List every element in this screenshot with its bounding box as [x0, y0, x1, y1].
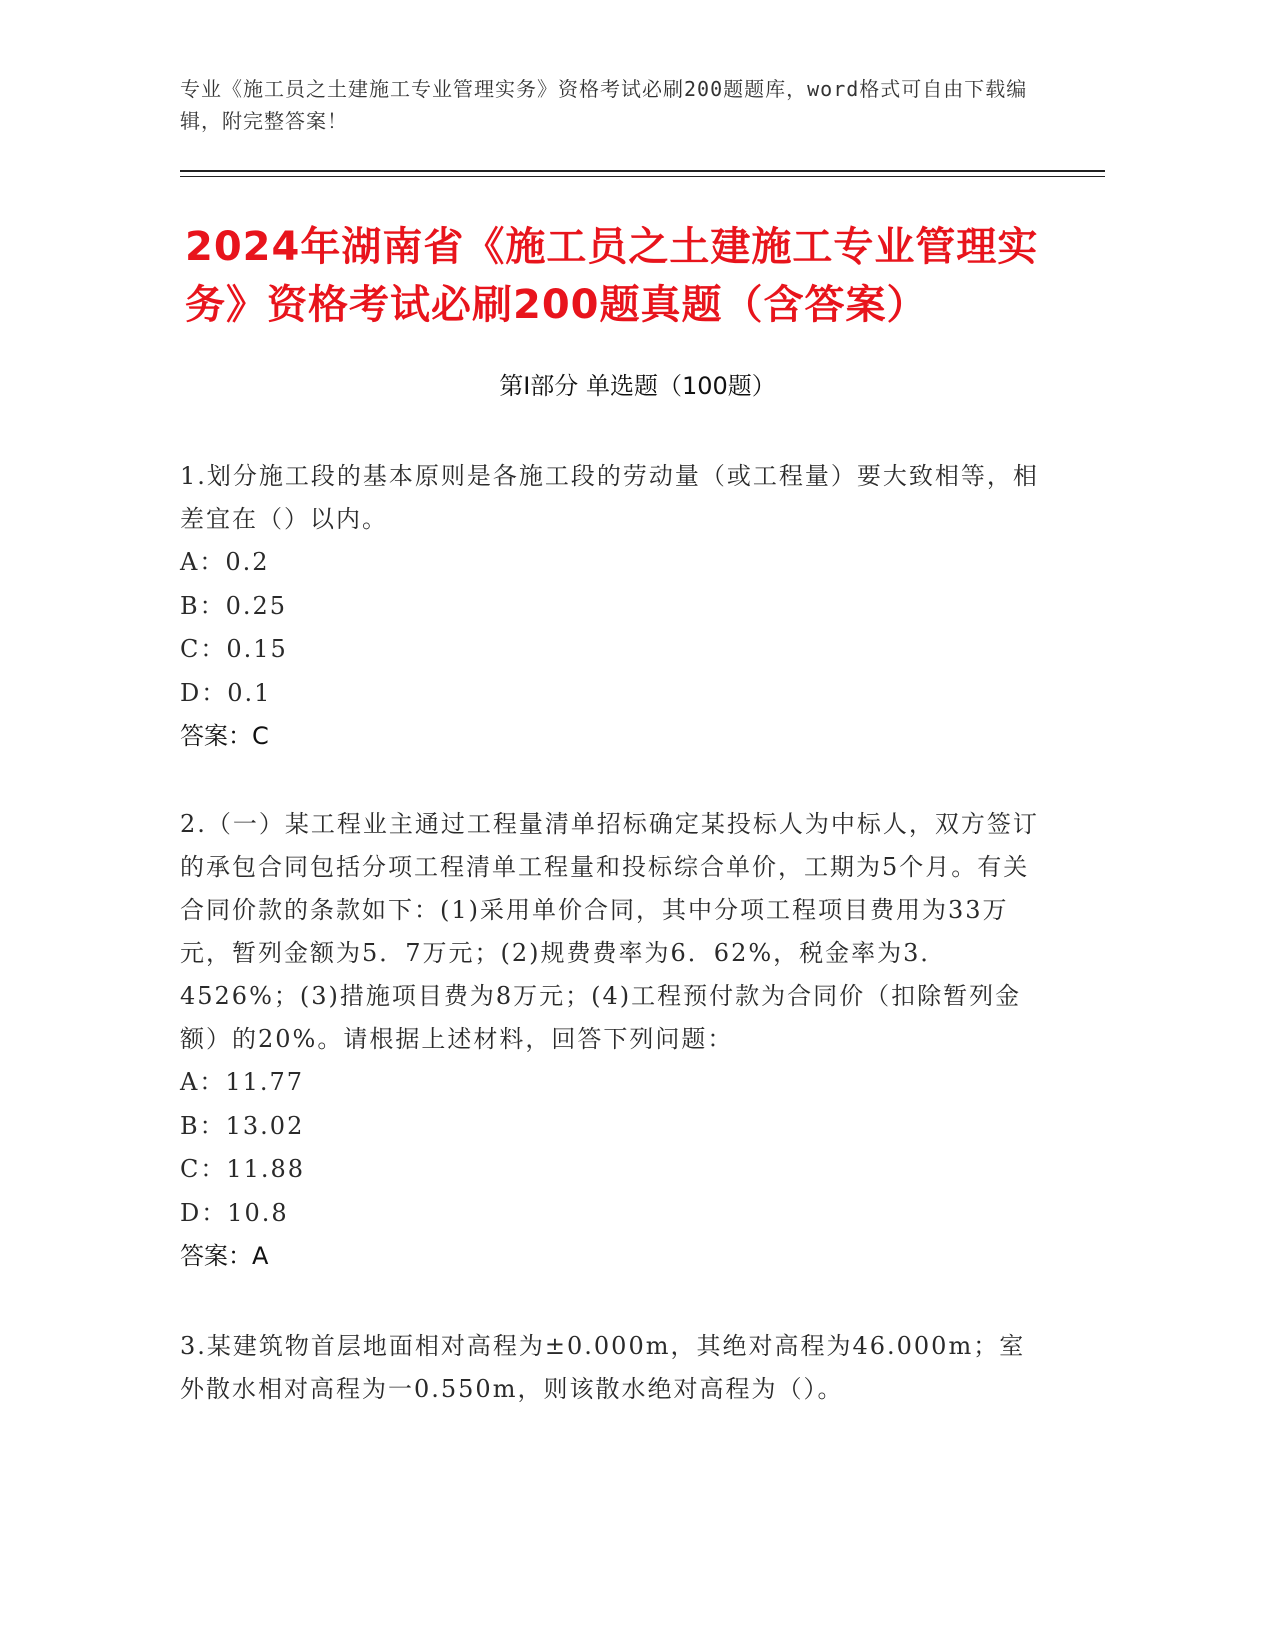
option-a: A：11.77 [180, 1068, 305, 1096]
question-stem: 2.（一）某工程业主通过工程量清单招标确定某投标人为中标人，双方签订的承包合同包括分项工程清单工程量和投标综合单价，工期为5个月。有关合同价款的条款如下：(1)采用单价合同，其中分项工程项目费用为33万元，暂列金额为5．7万元；(2)规费费率为6．62%，税金率为3．4526%；(3)措施项目费为8万元；(4)工程预付款为合同价（扣除暂列金额）的20%。请根据上述材料，回答下列问题： [180, 810, 1039, 1053]
document-title: 2024年湖南省《施工员之土建施工专业管理实务》资格考试必刷200题真题（含答案） [185, 224, 1039, 328]
answer-line: 答案：C [180, 722, 269, 750]
option-c: C：11.88 [180, 1155, 306, 1183]
question-1 [180, 455, 1040, 759]
answer-line: 答案：A [180, 1242, 269, 1270]
header-divider-thin [180, 176, 1105, 177]
option-c: C：0.15 [180, 635, 288, 663]
header-note: 专业《施工员之土建施工专业管理实务》资格考试必刷200题题库，word格式可自由下载编辑，附完整答案！ [180, 77, 1028, 133]
option-d: D：0.1 [180, 678, 272, 707]
option-d: D：10.8 [180, 1198, 289, 1227]
option-b: B：0.25 [180, 591, 288, 620]
section-title: 第Ⅰ部分 单选题（100题） [499, 372, 776, 400]
option-a: A：0.2 [180, 548, 270, 576]
question-3 [180, 1325, 1040, 1411]
question-2 [180, 803, 1040, 1279]
question-stem: 1.划分施工段的基本原则是各施工段的劳动量（或工程量）要大致相等，相差宜在（）以内。 [180, 462, 1039, 533]
question-stem: 3.某建筑物首层地面相对高程为±0.000m，其绝对高程为46.000m；室外散水相对高程为一0.550m，则该散水绝对高程为（）。 [180, 1332, 1026, 1403]
option-b: B：13.02 [180, 1111, 305, 1140]
header-divider-thick [180, 170, 1105, 172]
